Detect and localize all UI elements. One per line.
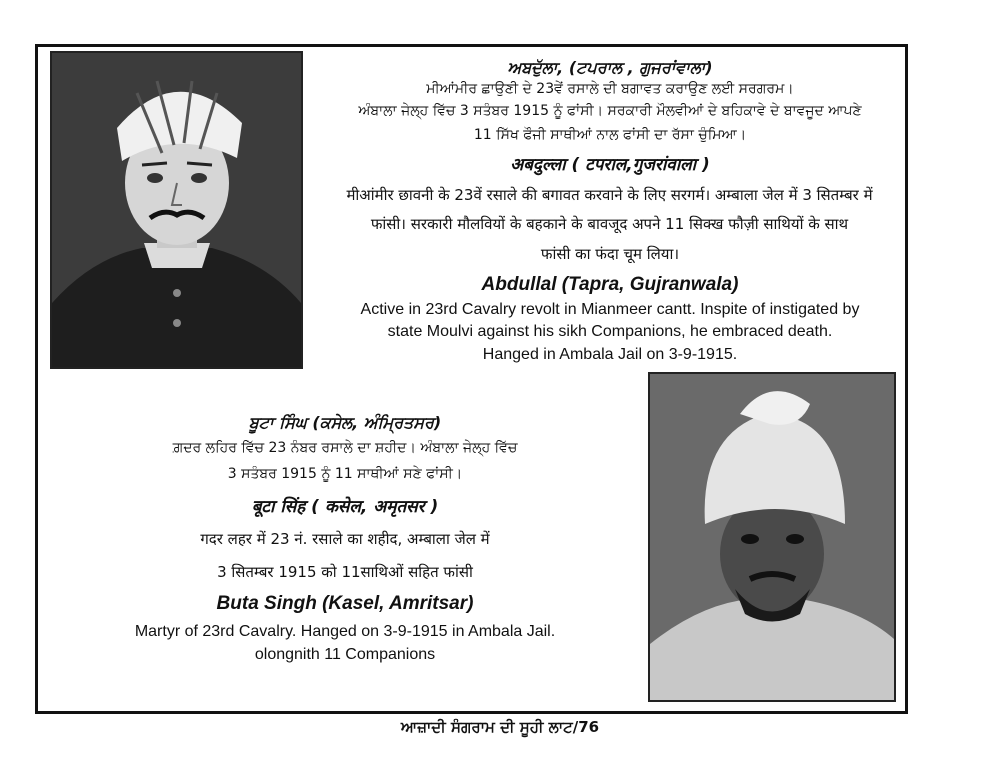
buta-singh-punjabi-line-2: 3 ਸਤੰਬਰ 1915 ਨੂੰ 11 ਸਾਥੀਆਂ ਸਣੇ ਫਾਂਸੀ। [227, 466, 463, 482]
page-footer: ਆਜ਼ਾਦੀ ਸੰਗਰਾਮ ਦੀ ਸੂਹੀ ਲਾਟ/76 [400, 718, 600, 736]
buta-singh-hindi-line-2: 3 सितम्बर 1915 को 11साथिओं सहित फांसी [217, 563, 473, 581]
buta-singh-hindi-line-1: गदर लहर में 23 नं. रसाले का शहीद, अम्बाला जेल में [200, 530, 490, 548]
buta-singh-english-title: Buta Singh (Kasel, Amritsar) [216, 593, 474, 614]
buta-singh-english-line-2: olongnith 11 Companions [254, 646, 436, 663]
abdullah-punjabi-line-2: ਅੰਬਾਲਾ ਜੇਲ੍ਹ ਵਿੱਚ 3 ਸਤੰਬਰ 1915 ਨੂੰ ਫਾਂਸੀ। ਸਰਕਾਰੀ ਮੌਲਵੀਆਂ ਦੇ ਬਹਿਕਾਵੇ ਦੇ ਬਾਵਜੂਦ ਆਪਣੇ [358, 103, 862, 119]
buta-singh-photo [648, 372, 896, 702]
buta-singh-punjabi-title: ਬੂਟਾ ਸਿੰਘ (ਕਸੇਲ, ਅੰਮ੍ਰਿਤਸਰ) [248, 413, 442, 432]
abdullah-portrait [50, 51, 303, 369]
buta-singh-punjabi-line-1: ਗ਼ਦਰ ਲਹਿਰ ਵਿੱਚ 23 ਨੰਬਰ ਰਸਾਲੇ ਦਾ ਸ਼ਹੀਦ। ਅੰਬਾਲਾ ਜੇਲ੍ਹ ਵਿੱਚ [172, 440, 518, 456]
abdullah-punjabi-title: ਅਬਦੁੱਲਾ, (ਟਪਰਾਲ , ਗੁਜਰਾਂਵਾਲਾ) [507, 58, 713, 77]
abdullah-english-line-3: Hanged in Ambala Jail on 3-9-1915. [482, 346, 738, 363]
abdullah-punjabi-line-1: ਮੀਆਂਮੀਰ ਛਾਉਣੀ ਦੇ 23ਵੇਂ ਰਸਾਲੇ ਦੀ ਬਗਾਵਤ ਕਰਾਉਣ ਲਈ ਸਰਗਰਮ। [426, 81, 794, 97]
abdullah-hindi-line-1: मीआंमीर छावनी के 23वें रसाले की बगावत करवाने के लिए सरगर्म। अम्बाला जेल में 3 सितम्बर में [346, 186, 873, 204]
abdullah-hindi-line-2: फांसी। सरकारी मौलवियों के बहकाने के बावजूद अपने 11 सिक्ख फौज़ी साथियों के साथ [370, 215, 849, 233]
abdullah-english-title: Abdullal (Tapra, Gujranwala) [481, 274, 739, 295]
abdullah-english-line-2: state Moulvi against his sikh Companions, he embraced death. [387, 323, 833, 340]
buta-singh-hindi-title: बूटा सिंह ( कसेल, अमृतसर ) [251, 497, 439, 517]
abdullah-hindi-title: अबदुल्ला ( टपराल,गुजरांवाला ) [510, 155, 710, 175]
abdullah-english-line-1: Active in 23rd Cavalry revolt in Mianmeer cantt. Inspite of instigated by [360, 301, 860, 318]
buta-singh-english-line-1: Martyr of 23rd Cavalry. Hanged on 3-9-1915 in Ambala Jail. [134, 623, 556, 640]
abdullah-hindi-line-3: फांसी का फंदा चूम लिया। [540, 245, 680, 263]
abdullah-punjabi-line-3: 11 ਸਿੱਖ ਫੌਜੀ ਸਾਥੀਆਂ ਨਾਲ ਫਾਂਸੀ ਦਾ ਰੱਸਾ ਚੁੰਮਿਆ। [473, 127, 747, 143]
